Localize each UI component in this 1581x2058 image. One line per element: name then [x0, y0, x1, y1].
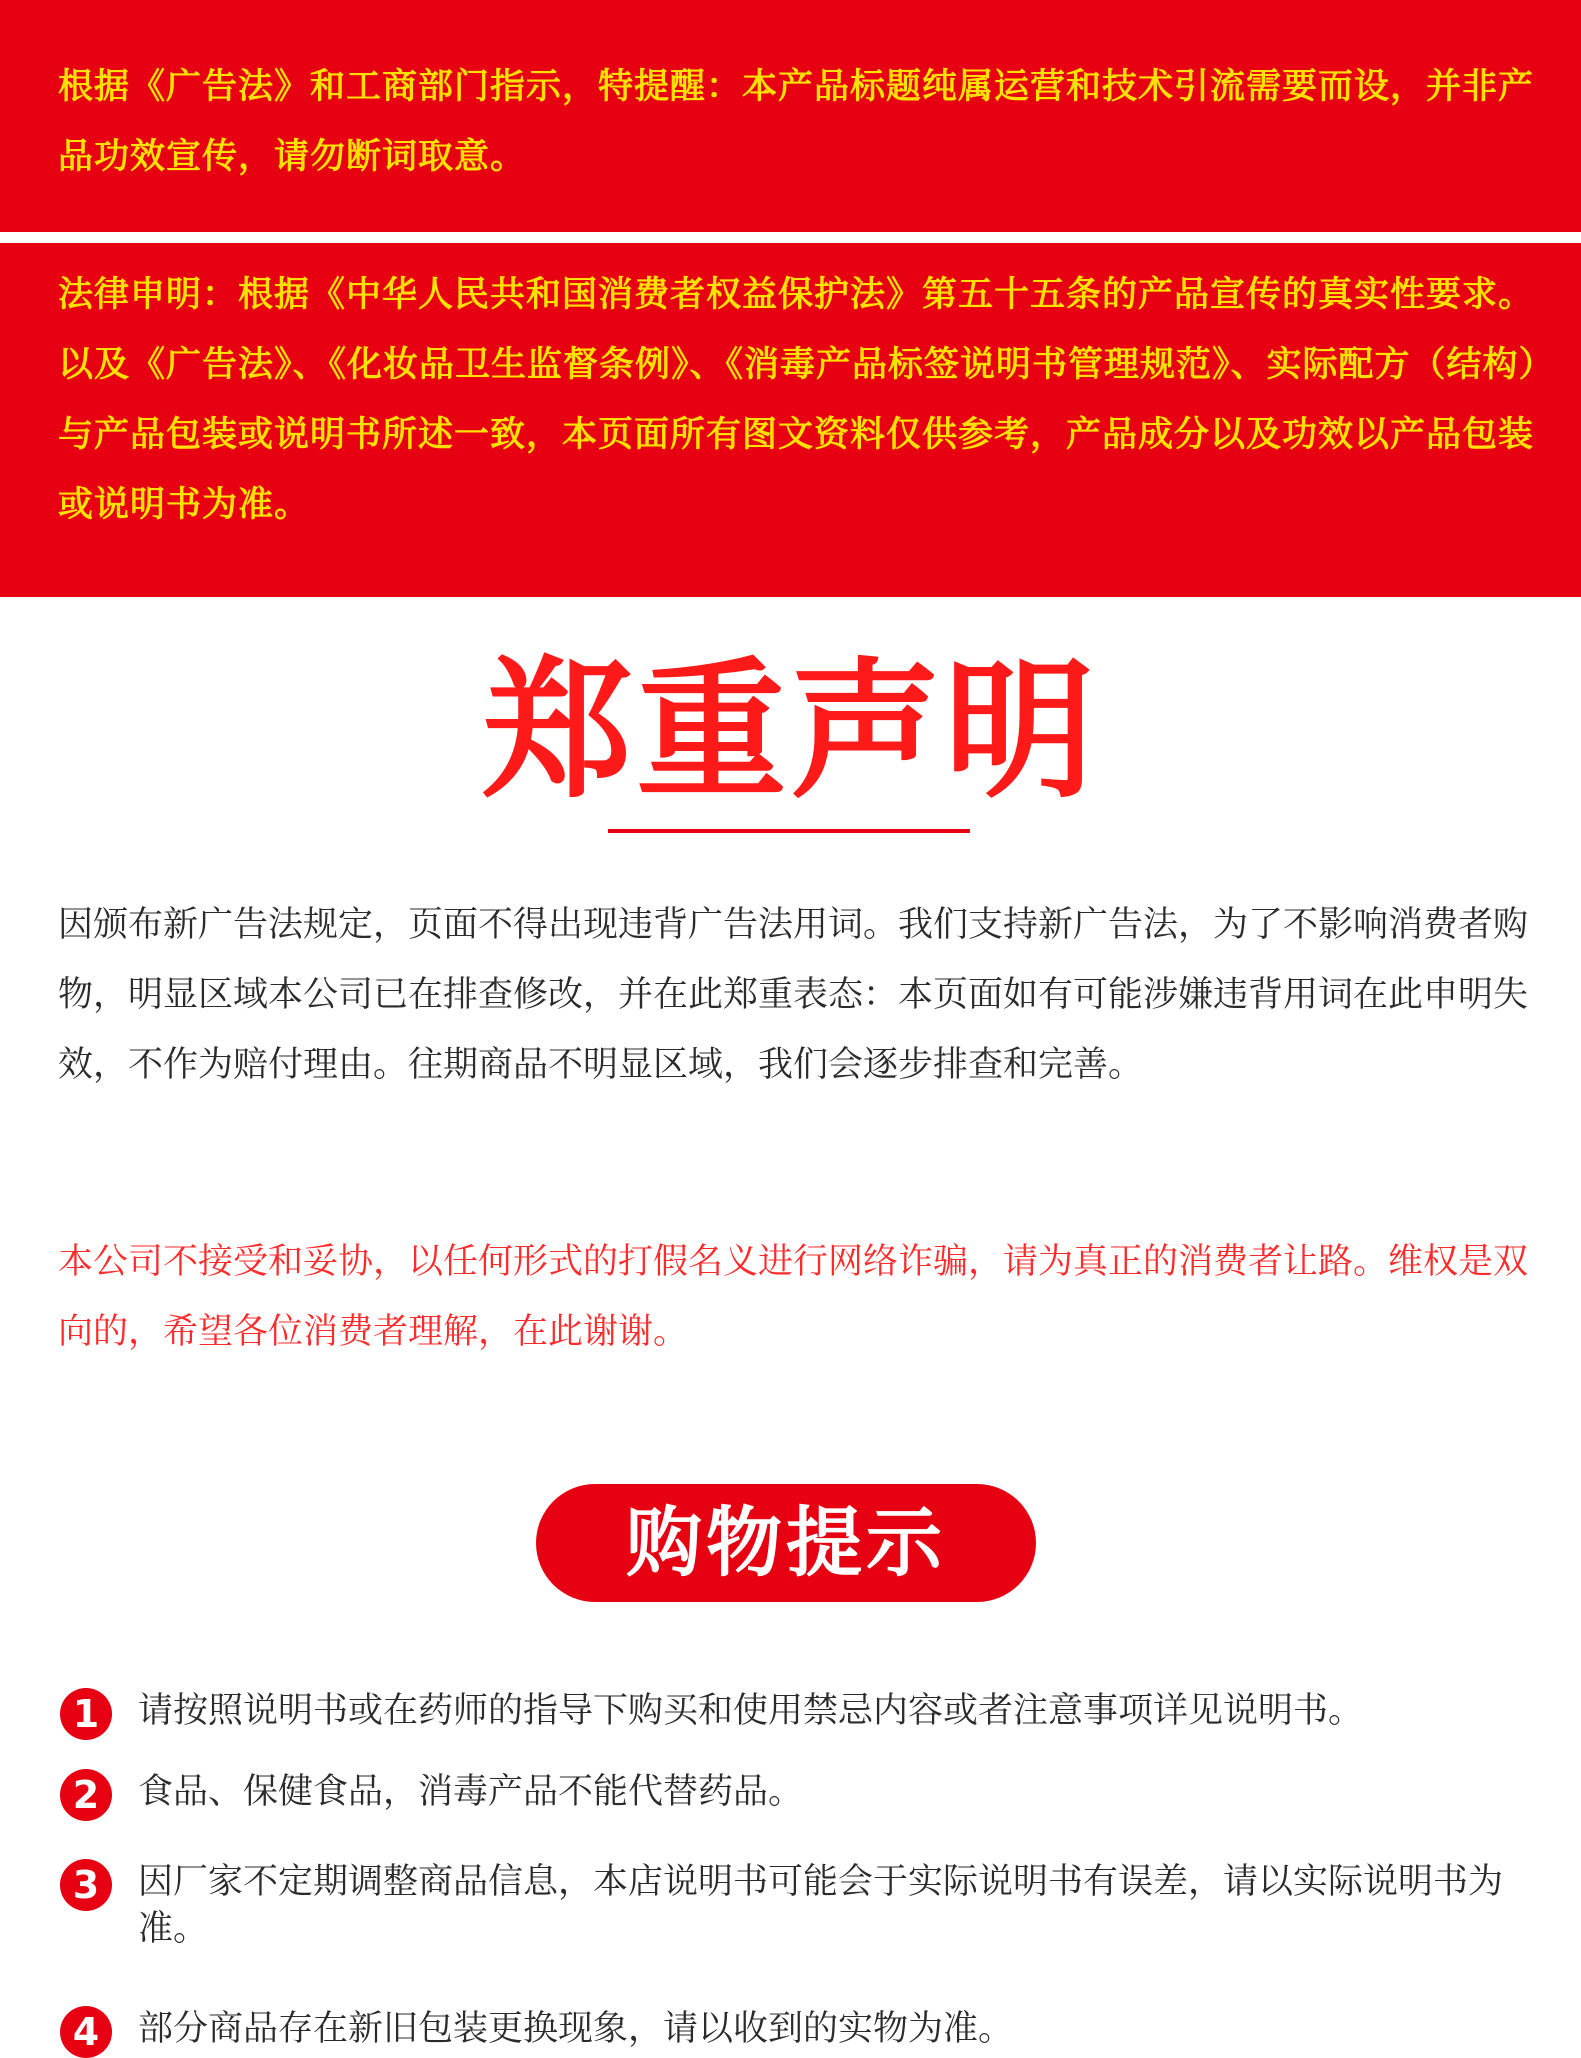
banner-divider	[0, 232, 1581, 243]
shopping-tips-title: 购物提示	[536, 1484, 1036, 1602]
list-item	[60, 1688, 1540, 1740]
number-badge-icon: 1	[60, 1688, 112, 1740]
list-item	[60, 2006, 1540, 2058]
statement-warning: 本公司不接受和妥协，以任何形式的打假名义进行网络诈骗，请为真正的消费者让路。维权是双向的，希望各位消费者理解，在此谢谢。	[58, 1242, 1529, 1352]
statement-body: 因颁布新广告法规定，页面不得出现违背广告法用词。我们支持新广告法，为了不影响消费者购物，明显区域本公司已在排查修改，并在此郑重表态：本页面如有可能涉嫌违背用词在此申明失效，不作为赔付理由。往期商品不明显区域，我们会逐步排查和完善。	[58, 905, 1529, 1085]
list-item	[60, 1769, 1540, 1821]
legal-banner	[0, 243, 1581, 597]
tip-text: 因厂家不定期调整商品信息，本店说明书可能会于实际说明书有误差，请以实际说明书为准。	[138, 1862, 1504, 1949]
notice-banner-text: 根据《广告法》和工商部门指示，特提醒：本产品标题纯属运营和技术引流需要而设，并非产品功效宣传，请勿断词取意。	[58, 67, 1535, 177]
notice-banner	[0, 0, 1581, 232]
number-badge-icon: 2	[60, 1769, 112, 1821]
tip-text: 食品、保健食品，消毒产品不能代替药品。	[138, 1772, 804, 1812]
tip-text: 部分商品存在新旧包装更换现象，请以收到的实物为准。	[138, 2009, 1014, 2049]
statement-title: 郑重声明	[482, 645, 1099, 819]
number-badge-icon: 3	[60, 1859, 112, 1911]
number-badge-icon: 4	[60, 2006, 112, 2058]
list-item	[60, 1859, 1540, 1953]
tip-text: 请按照说明书或在药师的指导下购买和使用禁忌内容或者注意事项详见说明书。	[138, 1691, 1364, 1731]
title-underline	[608, 829, 970, 833]
legal-banner-text: 法律申明：根据《中华人民共和国消费者权益保护法》第五十五条的产品宣传的真实性要求。以及《广告法》、《化妆品卫生监督条例》、《消毒产品标签说明书管理规范》、实际配方（结构）与产品包装或说明书所述一致，本页面所有图文资料仅供参考，产品成分以及功效以产品包装或说明书为准。	[58, 275, 1538, 525]
